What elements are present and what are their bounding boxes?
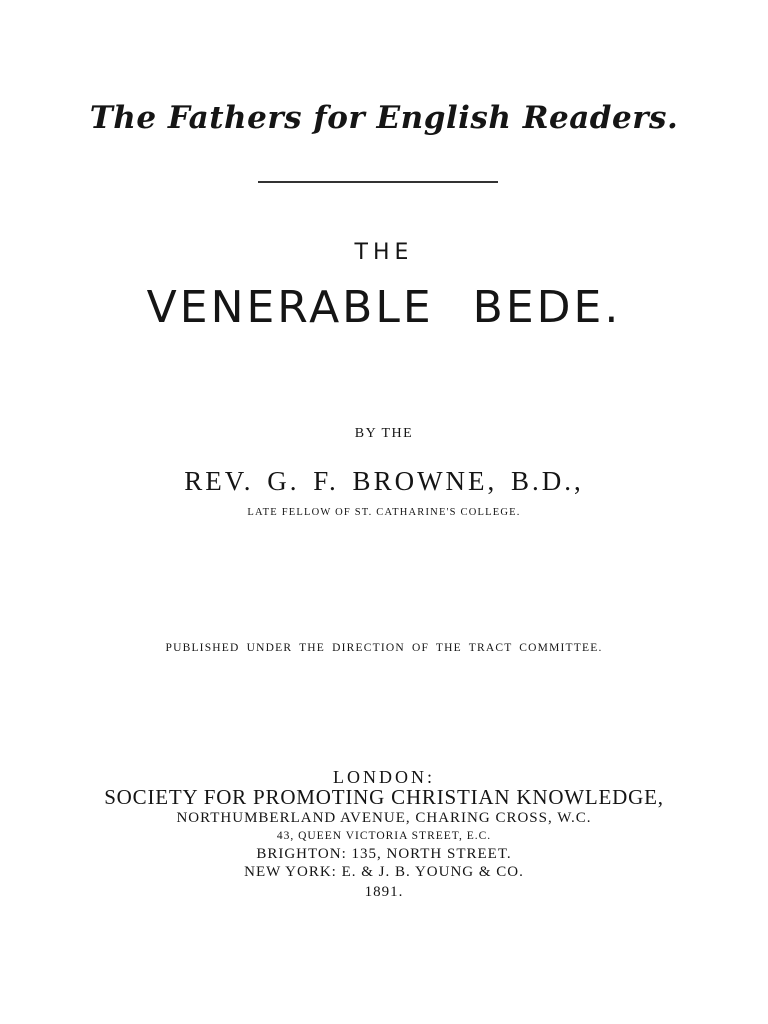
- author-name: REV. G. F. BROWNE, B.D.,: [184, 466, 584, 496]
- imprint-year: 1891.: [364, 884, 404, 900]
- imprint-publisher: SOCIETY FOR PROMOTING CHRISTIAN KNOWLEDGE,: [104, 785, 664, 809]
- series-title: The Fathers for English Readers.: [89, 100, 679, 136]
- publication-note: PUBLISHED UNDER THE DIRECTION OF THE TRACT COMMITTEE.: [165, 642, 603, 654]
- book-title: VENERABLE BEDE.: [146, 282, 622, 333]
- imprint-city: LONDON:: [333, 767, 435, 787]
- imprint-brighton: BRIGHTON: 135, NORTH STREET.: [256, 846, 512, 862]
- by-line: BY THE: [354, 426, 414, 441]
- title-article: THE: [354, 240, 414, 265]
- author-affiliation: LATE FELLOW OF ST. CATHARINE'S COLLEGE.: [247, 507, 521, 518]
- imprint-address-2: 43, QUEEN VICTORIA STREET, E.C.: [276, 830, 492, 842]
- imprint-new-york: NEW YORK: E. & J. B. YOUNG & CO.: [244, 864, 524, 880]
- imprint-address: NORTHUMBERLAND AVENUE, CHARING CROSS, W.C.: [176, 810, 592, 826]
- divider-rule: [258, 181, 498, 183]
